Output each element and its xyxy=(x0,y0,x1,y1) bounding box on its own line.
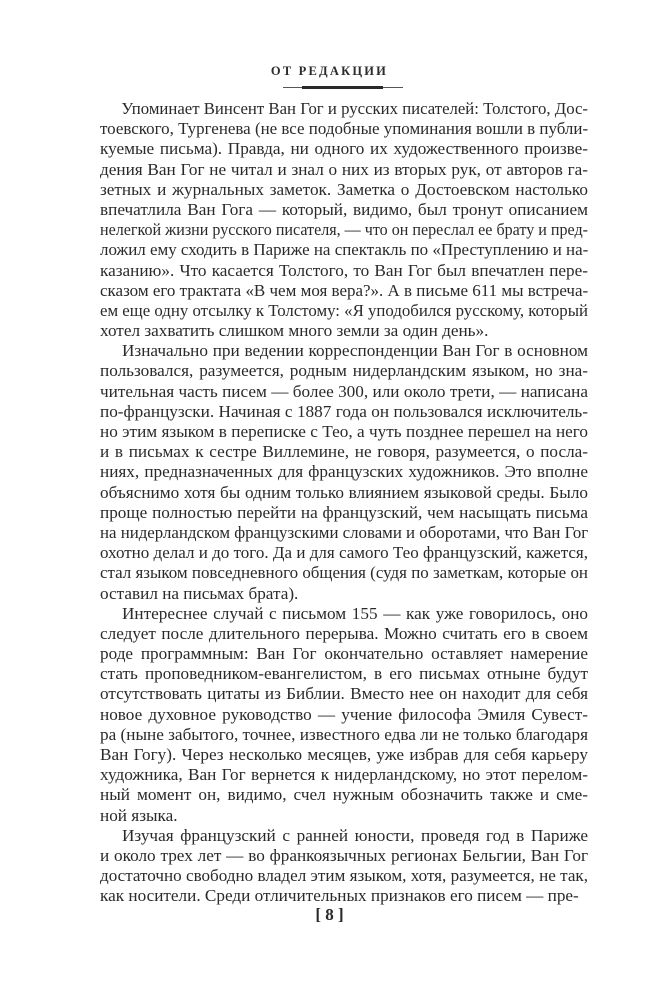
text-line: но этим языком в переписке с Тео, а чуть позднее перешел на него xyxy=(100,422,588,441)
text-line: на нидерландском французскими словами и оборотами, что Ван Гог xyxy=(100,522,589,542)
body-text xyxy=(100,99,588,907)
text-line: объяснимо хотя бы одним только влиянием языковой среды. Было xyxy=(100,482,588,502)
text-line: ложил ему сходить в Париже на спектакль по «Преступлению и на- xyxy=(100,240,589,260)
text-line: чительная часть писем — более 300, или около трети, — написана xyxy=(100,381,588,401)
running-head: ОТ РЕДАКЦИИ xyxy=(270,64,389,78)
text-line: казанию». Что касается Толстого, то Ван Гог был впечатлен пере- xyxy=(100,260,588,280)
text-line: охотно делал и до того. Да и для самого Тео французский, кажется, xyxy=(100,543,588,563)
text-line: Упоминает Винсент Ван Гог и русских писателей: Толстого, Дос- xyxy=(121,99,588,118)
page-number: [ 8 ] xyxy=(315,905,344,924)
text-line: оставил на письмах брата). xyxy=(100,583,299,603)
text-line: Изначально при ведении корреспонденции Ван Гог в основном xyxy=(122,341,588,361)
text-line: по-французски. Начиная с 1887 года он пользовался исключитель- xyxy=(100,401,588,421)
text-line: ем еще одну отсылку к Толстому: «Я уподобился русскому, который xyxy=(100,300,588,320)
text-line: тоевского, Тургенева (не все подобные упоминания вошли в публи- xyxy=(100,119,589,139)
text-line: и около трех лет — во франкоязычных регионах Бельгии, Ван Гог xyxy=(100,845,588,865)
text-line: сказом его трактата «В чем моя вера?». А в письме 611 мы встреча- xyxy=(100,280,589,300)
text-line: впечатлила Ван Гога — который, видимо, был тронут описанием xyxy=(100,199,588,219)
text-line: проще полностью перейти на французский, чем насыщать письма xyxy=(100,502,588,522)
text-line: роде программным: Ван Гог окончательно оставляет намерение xyxy=(100,644,588,664)
header-rule-accent xyxy=(302,86,383,89)
paragraph xyxy=(100,826,588,907)
text-line: Изучая французский с ранней юности, проведя год в Париже xyxy=(122,825,588,845)
text-line: стал языком повседневного общения (судя по заметкам, которые он xyxy=(100,563,588,583)
text-line: нелегкой жизни русского писателя, — что он переслал ее брату и пред- xyxy=(100,220,588,240)
paragraph xyxy=(100,341,588,603)
text-line: ра (ныне забытого, точнее, известного едва ли не только благодаря xyxy=(100,724,588,744)
text-line: стать проповедником-евангелистом, в его письмах отныне будут xyxy=(100,664,588,684)
paragraph xyxy=(100,99,588,341)
text-line: новое духовное руководство — учение философа Эмиля Сувест- xyxy=(100,704,588,724)
text-line: пользовался, разумеется, родным нидерландским языком, но зна- xyxy=(100,361,588,381)
text-line: ной языка. xyxy=(100,805,178,825)
text-line: следует после длительного перерыва. Можно считать его в своем xyxy=(100,623,588,643)
text-line: художника, Ван Гог вернется к нидерландскому, но этот перелом- xyxy=(100,765,588,785)
text-line: куемые письма). Правда, ни одного их художественного произве- xyxy=(100,139,588,159)
text-line: зетных и журнальных заметок. Заметка о Достоевском настолько xyxy=(100,179,588,199)
paragraph xyxy=(100,604,588,826)
text-line: хотел захватить слишком много земли за один день». xyxy=(100,321,489,341)
text-line: как носители. Среди отличительных признаков его писем — пре- xyxy=(100,886,579,906)
text-line: отсутствовать цитаты из Библии. Вместо нее он находит для себя xyxy=(100,684,588,704)
text-line: Интереснее случай с письмом 155 — как уже говорилось, оно xyxy=(122,603,588,623)
text-line: дения Ван Гог не читал и знал о них из вторых рук, от авторов га- xyxy=(100,159,588,179)
text-line: ный момент он, видимо, счел нужным обозначить также и сме- xyxy=(100,785,588,805)
text-line: Ван Гогу). Через несколько месяцев, уже избрав для себя карьеру xyxy=(100,745,588,764)
text-line: достаточно свободно владел этим языком, хотя, разумеется, не так, xyxy=(100,866,588,886)
text-line: и в письмах к сестре Виллемине, не говоря, разумеется, о посла- xyxy=(100,442,588,462)
text-line: ниях, предназначенных для французских художников. Это вполне xyxy=(100,462,588,482)
